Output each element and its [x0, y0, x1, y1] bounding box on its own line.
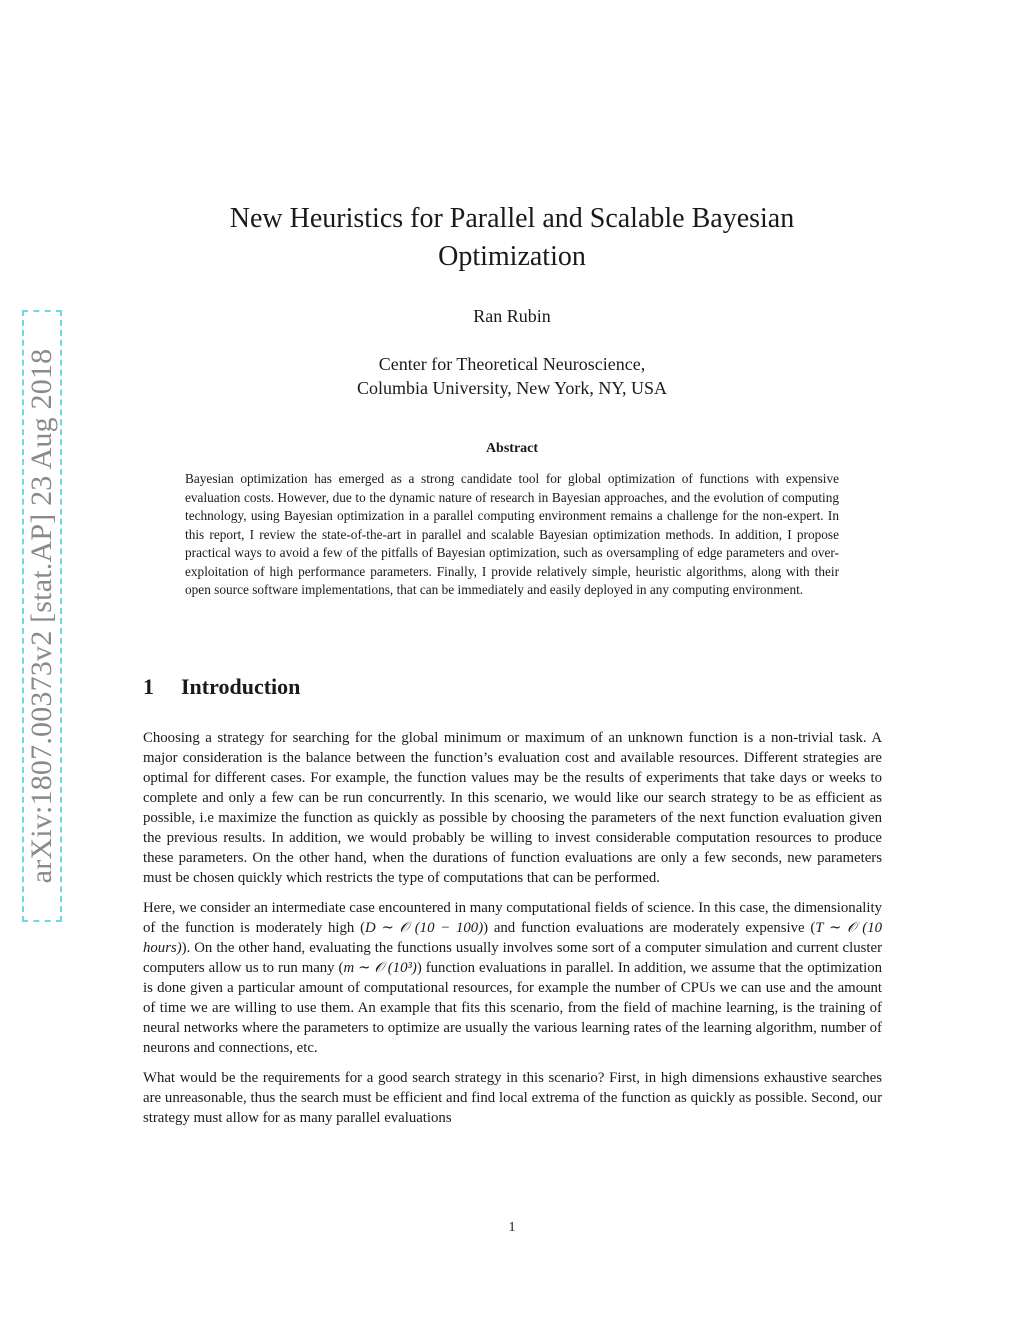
- paragraph-2: [143, 898, 882, 1058]
- paragraph-2-text-1: Here, we consider an intermediate case encountered in many computational fields of science. In this case, the dimensionality of the function is moderately high (: [143, 900, 882, 936]
- paragraph-2-text-4: ) function evaluations in parallel. In addition, we assume that the optimization is done given a particular amount of computational resources, for example the number of CPUs we can use and the amount of time we are willing to use them. An example that fits this scenario, from the field of machine learning, is the training of neural networks where the parameters to optimize are usually the various learning rates of the learning algorithm, number of neurons and connections, etc.: [143, 960, 882, 1056]
- math-evaluation-time: T ∼ 𝒪 (10 hours): [143, 920, 882, 956]
- title-line-2: Optimization: [438, 241, 586, 272]
- section-heading-introduction: [143, 674, 300, 700]
- affiliation-line-1: Center for Theoretical Neuroscience,: [378, 354, 646, 374]
- author-name: Ran Rubin: [473, 306, 551, 326]
- paper-title: [200, 200, 824, 276]
- abstract-heading: Abstract: [485, 441, 539, 456]
- paragraph-2-text-2: ) and function evaluations are moderately expensive (: [483, 920, 816, 936]
- body-text: [143, 728, 882, 1138]
- affiliation-line-2: Columbia University, New York, NY, USA: [356, 378, 668, 398]
- author-affiliation: [200, 352, 824, 400]
- math-parallel-count: m ∼ 𝒪 (10³): [343, 960, 417, 976]
- paragraph-3: What would be the requirements for a good search strategy in this scenario? First, in high dimensions exhaustive searches are unreasonable, thus the search must be efficient and find local extrema of the function as quickly as possible. Second, our strategy must allow for as many parallel evaluations: [143, 1070, 882, 1126]
- title-line-1: New Heuristics for Parallel and Scalable Bayesian: [229, 203, 795, 234]
- paragraph-1: Choosing a strategy for searching for the global minimum or maximum of an unknown function is a non-trivial task. A major consideration is the balance between the function’s evaluation cost and available resources. Different strategies are optimal for different cases. For example, the function values may be the results of experiments that take days or weeks to complete and only a few can be run concurrently. In this scenario, we would like our search strategy to be as efficient as possible, i.e maximize the function as quickly as possible by choosing the parameters of the next function evaluation given the previous results. In addition, we would probably be willing to invest considerable computation resources to produce these parameters. On the other hand, when the durations of function evaluations are only a few seconds, new parameters must be chosen quickly which restricts the type of computations that can be performed.: [143, 730, 882, 886]
- math-dimensionality: D ∼ 𝒪 (10 − 100): [365, 920, 484, 936]
- section-title: Introduction: [181, 674, 301, 699]
- paragraph-2-text-3: ). On the other hand, evaluating the functions usually involves some sort of a computer simulation and current cluster computers allow us to run many (: [143, 940, 882, 976]
- arxiv-identifier-stamp: [22, 310, 62, 922]
- arxiv-identifier-text: arXiv:1807.00373v2 [stat.AP] 23 Aug 2018: [25, 348, 58, 884]
- section-number: 1: [143, 674, 154, 699]
- abstract-text: Bayesian optimization has emerged as a strong candidate tool for global optimization of functions with expensive evaluation costs. However, due to the dynamic nature of research in Bayesian approaches, and the evolution of computing technology, using Bayesian optimization in a parallel computing environment remains a challenge for the non-expert. In this report, I review the state-of-the-art in parallel and scalable Bayesian optimization methods. In addition, I propose practical ways to avoid a few of the pitfalls of Bayesian optimization, such as oversampling of edge parameters and over-exploitation of high performance parameters. Finally, I provide relatively simple, heuristic algorithms, along with their open source software implementations, that can be immediately and easily deployed in any computing environment.: [185, 471, 839, 597]
- page-number: 1: [508, 1220, 516, 1235]
